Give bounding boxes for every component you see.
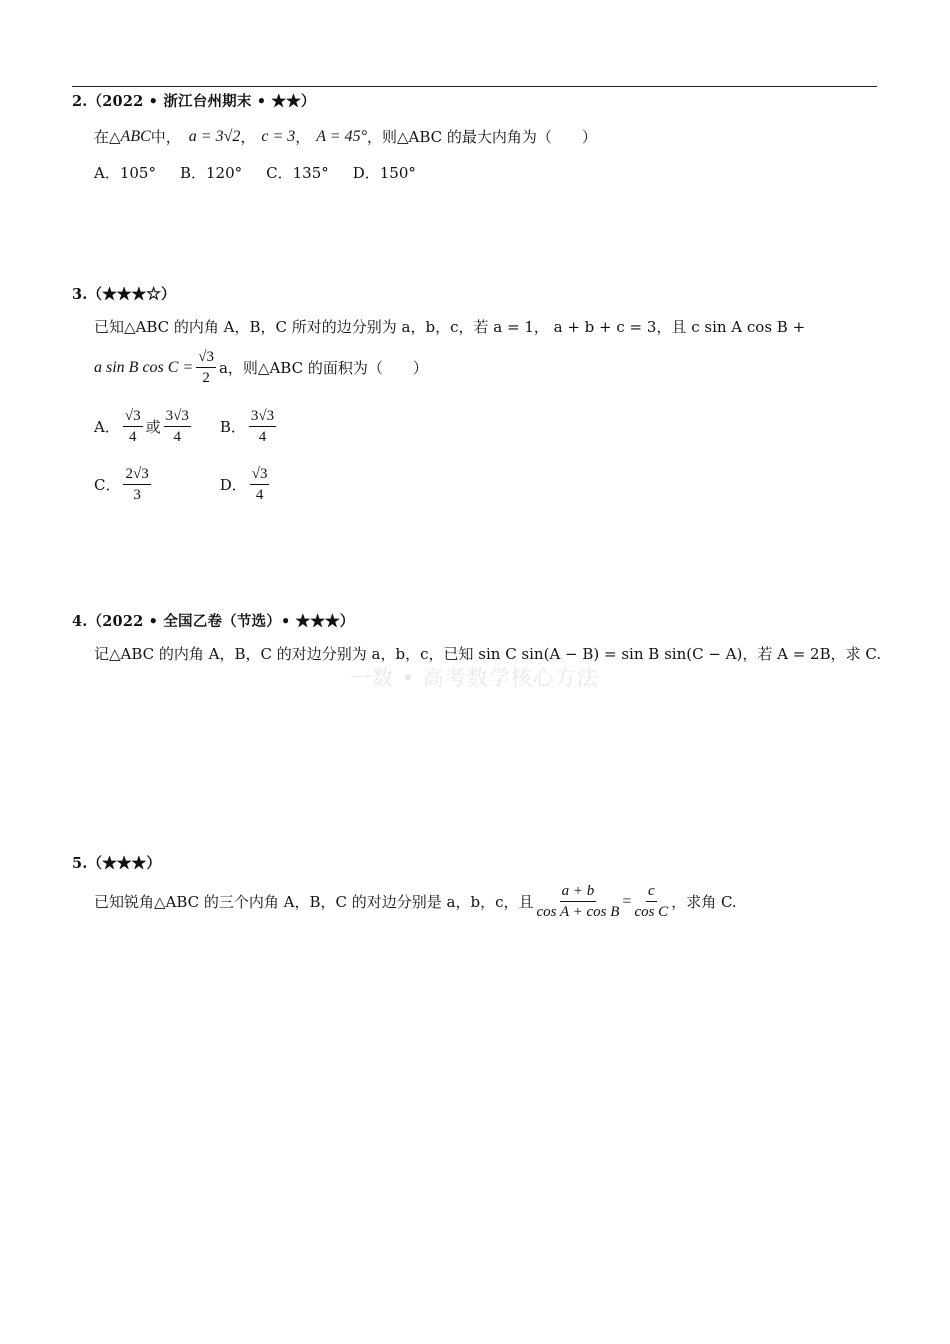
top-rule	[72, 86, 877, 87]
q2-option-c: C．135°	[266, 164, 329, 182]
q3-optA-label: A．	[94, 418, 120, 436]
q3-line2	[94, 348, 428, 387]
q3-optB-num: 3√3	[249, 407, 276, 427]
q3-optA-f2-num: 3√3	[164, 407, 191, 427]
q2-stem-abc: ABC	[120, 127, 151, 145]
q3-options-row2	[94, 465, 272, 504]
q5-post: ，求角 C.	[671, 893, 737, 911]
q2-stem: 在△ ABC 中， a = 3√2 ， c = 3 ， A = 45° ，则△ABC 的最大内角为（ ）	[94, 127, 597, 146]
q3-line2-pre: a sin B cos C =	[94, 358, 194, 376]
q3-line2-frac-den: 2	[202, 370, 210, 386]
q3-line2-post: a，则△ABC 的面积为（ ）	[218, 359, 428, 377]
q3-optC-den: 3	[133, 487, 141, 503]
q3-optD-label: D．	[219, 476, 247, 494]
q2-header: 2.（2022 • 浙江台州期末 • ★★）	[72, 93, 316, 110]
q5-pre: 已知锐角△ABC 的三个内角 A，B，C 的对边分别是 a，b，c，且	[94, 893, 534, 911]
q3-optB-den: 4	[258, 429, 267, 445]
q2-cond-A: A = 45°	[316, 127, 367, 145]
q3-optA-f2-den: 4	[173, 429, 181, 445]
q3-optC-label: C．	[94, 476, 121, 494]
q3-options-row1	[94, 407, 279, 446]
q5-frac2	[634, 882, 668, 921]
q2-option-a: A．105°	[94, 164, 156, 182]
q3-optD-den: 4	[255, 487, 264, 503]
q5-line1	[94, 882, 737, 921]
q5-f2-num: c	[646, 882, 657, 902]
q5-eq: =	[622, 892, 632, 910]
q5-f1-den: cos A + cos B	[536, 904, 620, 920]
q3-optA-frac1	[123, 407, 143, 446]
q5-frac1	[537, 882, 620, 921]
q2-stem-mid: 中，	[150, 128, 181, 146]
q5-f2-den: cos C	[634, 904, 669, 920]
q2-stem-end: ，则△ABC 的最大内角为（ ）	[366, 128, 597, 146]
q3-optC-num: 2√3	[123, 465, 150, 485]
q2-stem-pre: 在△	[94, 128, 121, 146]
q4-line1: 记△ABC 的内角 A，B，C 的对边分别为 a，b，c，已知 sin C sin(A − B) = sin B sin(C − A)，若 A = 2B，求 C.	[94, 645, 882, 663]
q5-f1-num: a + b	[560, 882, 597, 902]
q3-line2-frac-num: √3	[196, 348, 216, 368]
q3-optD-frac	[250, 465, 270, 504]
q3-line1: 已知△ABC 的内角 A，B，C 所对的边分别为 a，b，c，若 a = 1， a + b + c = 3，且 c sin A cos B +	[94, 318, 806, 336]
q2-cond-a: a = 3√2	[188, 127, 241, 145]
q2-cond-c: c = 3	[261, 127, 296, 145]
q3-optD-num: √3	[250, 465, 270, 485]
q4-header: 4.（2022 • 全国乙卷（节选）• ★★★）	[72, 613, 355, 630]
watermark: 一数 • 高考数学核心方法	[350, 666, 599, 690]
q3-line2-fraction	[196, 348, 216, 387]
q2-option-b: B．120°	[179, 164, 243, 182]
q3-optB-label: B．	[219, 418, 246, 436]
q3-optA-or: 或	[145, 418, 161, 436]
q3-optB-frac	[249, 407, 276, 446]
q3-optA-f1-num: √3	[123, 407, 143, 427]
q3-header: 3.（★★★☆）	[72, 286, 176, 303]
q3-optA-frac2	[164, 407, 191, 446]
q3-optC-frac	[123, 465, 150, 504]
q2-option-d: D．150°	[352, 164, 416, 182]
q3-optA-f1-den: 4	[128, 429, 137, 445]
q5-header: 5.（★★★）	[72, 855, 162, 872]
q2-options	[94, 162, 416, 183]
